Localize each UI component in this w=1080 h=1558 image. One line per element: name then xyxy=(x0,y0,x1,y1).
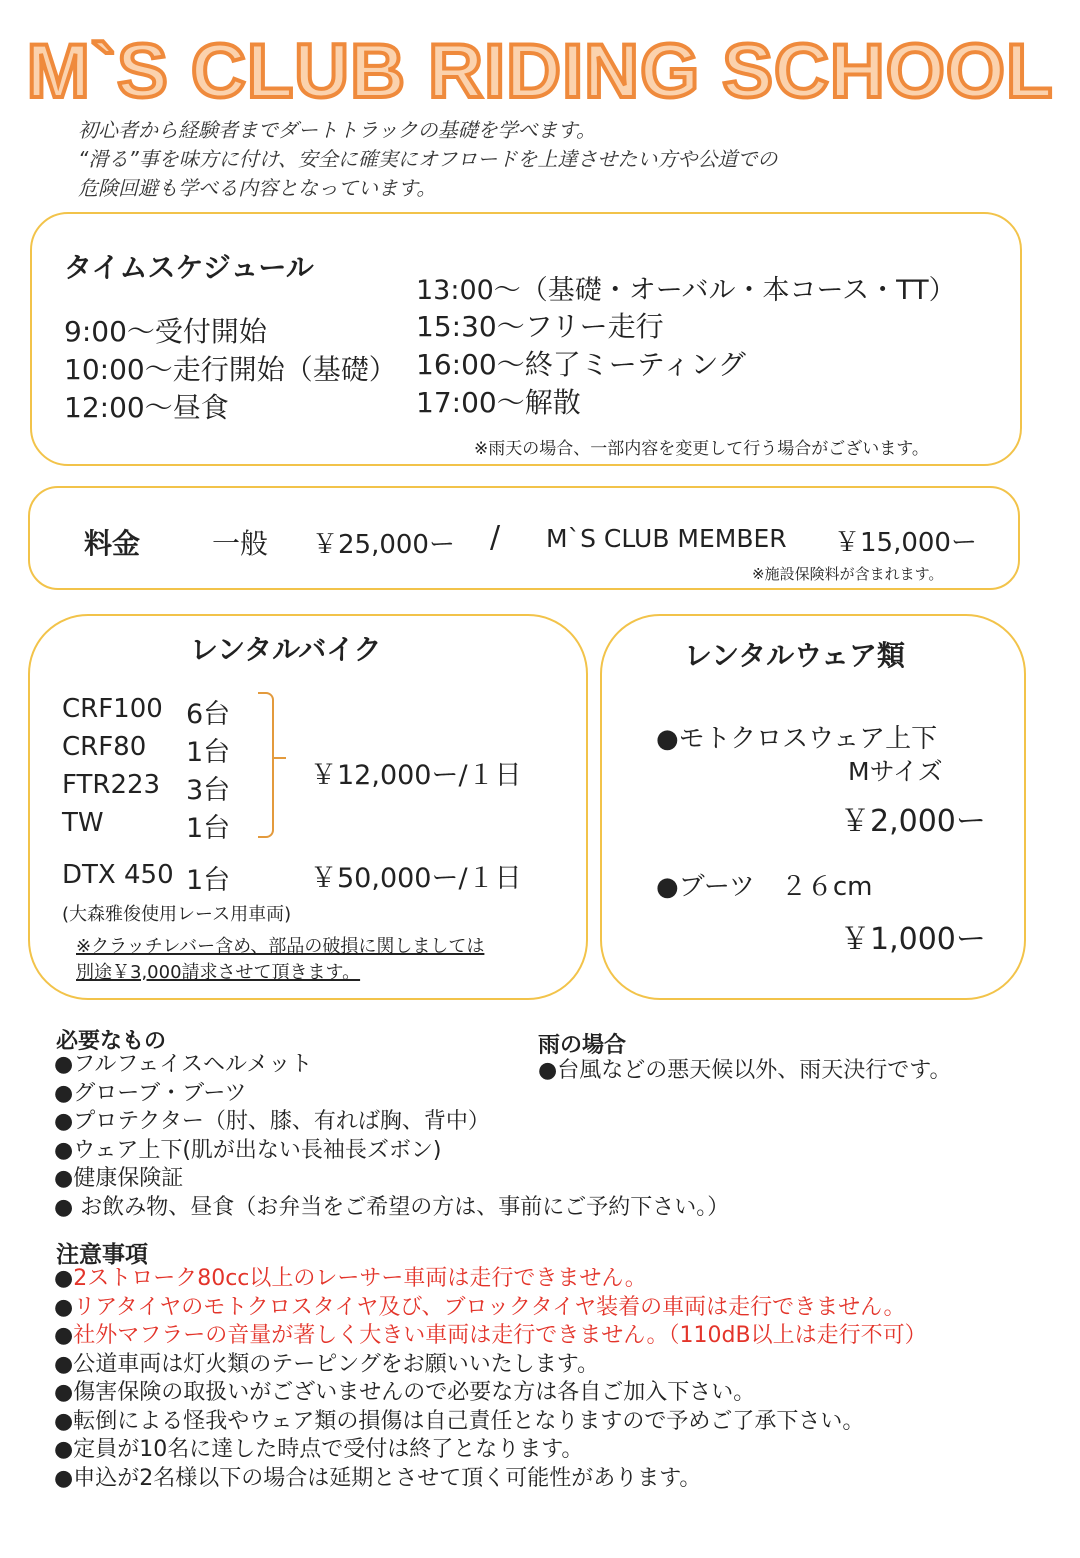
rental-bike-heading: レンタルバイク xyxy=(190,633,382,666)
notes-heading: 注意事項 xyxy=(56,1242,148,1268)
wear-size: Mサイズ xyxy=(848,757,943,786)
schedule-item: 13:00～（基礎・オーバル・本コース・TT） xyxy=(416,275,956,306)
list-item: ●公道車両は灯火類のテーピングをお願いいたします。 xyxy=(54,1351,599,1377)
list-item: ●転倒による怪我やウェア類の損傷は自己責任となりますので予めご了承下さい。 xyxy=(54,1408,865,1434)
schedule-note: ※雨天の場合、一部内容を変更して行う場合がございます。 xyxy=(474,439,929,459)
group-bracket xyxy=(258,692,274,838)
bike-special-count: 1台 xyxy=(186,865,231,896)
warning-text: リアタイヤのモトクロスタイヤ及び、ブロックタイヤ装着の車両は走行できません。 xyxy=(73,1294,906,1320)
bike-count: 6台 xyxy=(186,699,231,730)
wear-price: ￥2,000ー xyxy=(840,804,986,839)
bullet: ● xyxy=(54,1323,74,1348)
list-item xyxy=(54,1265,927,1294)
schedule-item: 12:00～昼食 xyxy=(64,391,229,424)
bullet: ● xyxy=(54,1266,74,1291)
list-item: ●健康保険証 xyxy=(54,1166,184,1191)
list-item: ●申込が2名様以下の場合は延期とさせて頂く可能性があります。 xyxy=(54,1465,702,1491)
list-item: ●フルフェイスヘルメット xyxy=(54,1052,313,1077)
bike-model: TW xyxy=(62,808,104,838)
list-item: ●定員が10名に達した時点で受付は終了となります。 xyxy=(54,1437,584,1462)
wear-item: ●モトクロスウェア上下 xyxy=(656,724,938,754)
bike-count: 3台 xyxy=(186,775,231,806)
intro-line: 危険回避も学べる内容となっています。 xyxy=(78,176,437,200)
bike-special-note: (大森雅俊使用レース用車両) xyxy=(62,904,292,925)
bike-special-model: DTX 450 xyxy=(62,860,174,890)
damage-note: ※クラッチレバー含め、部品の破損に関しましては xyxy=(76,936,485,957)
rental-wear-heading: レンタルウェア類 xyxy=(684,639,906,672)
bike-model: FTR223 xyxy=(62,770,161,800)
rain-heading: 雨の場合 xyxy=(538,1033,627,1058)
fee-separator: / xyxy=(490,520,501,555)
fee-note: ※施設保険料が含まれます。 xyxy=(752,565,944,583)
list-item: ●ウェア上下(肌が出ない長袖長ズボン) xyxy=(54,1137,442,1163)
bike-count: 1台 xyxy=(186,813,231,844)
bike-model: CRF80 xyxy=(62,732,147,762)
warning-text: 2ストローク80cc以上のレーサー車両は走行できません。 xyxy=(73,1266,647,1291)
wear-price: ￥1,000ー xyxy=(840,922,986,957)
list-item: ●グローブ・ブーツ xyxy=(54,1080,247,1106)
fee-general-price: ￥25,000ー xyxy=(312,530,455,560)
bike-count: 1台 xyxy=(186,737,231,768)
intro-text xyxy=(78,116,777,203)
schedule-item: 15:30～フリー走行 xyxy=(416,310,664,343)
list-item: ● お飲み物、昼食（お弁当をご希望の方は、事前にご予約下さい。） xyxy=(54,1194,730,1220)
bike-group-price: ￥12,000ー/１日 xyxy=(310,760,522,791)
notes-list xyxy=(54,1265,927,1493)
intro-line: 初心者から経験者までダートトラックの基礎を学べます。 xyxy=(78,118,596,142)
bullet: ● xyxy=(54,1294,74,1320)
list-item xyxy=(54,1294,927,1323)
rain-text: ●台風などの悪天候以外、雨天決行です。 xyxy=(538,1058,952,1083)
bike-special-price: ￥50,000ー/１日 xyxy=(310,863,522,894)
schedule-item: 9:00～受付開始 xyxy=(64,315,267,348)
list-item: ●傷害保険の取扱いがございませんので必要な方は各自ご加入下さい。 xyxy=(54,1380,756,1405)
wear-item: ●ブーツ ２６cm xyxy=(656,872,873,902)
fee-member-price: ￥15,000ー xyxy=(834,528,977,558)
fee-member-label: M`S CLUB MEMBER xyxy=(546,524,787,553)
fee-general-label: 一般 xyxy=(212,527,269,560)
required-heading: 必要なもの xyxy=(56,1029,167,1054)
schedule-item: 16:00～終了ミーティング xyxy=(416,348,746,381)
fee-label: 料金 xyxy=(84,527,141,560)
list-item: ●プロテクター（肘、膝、有れば胸、背中） xyxy=(54,1109,490,1134)
warning-text: 社外マフラーの音量が著しく大きい車両は走行できません。（110dB以上は走行不可） xyxy=(73,1323,927,1348)
damage-note: 別途￥3,000請求させて頂きます。 xyxy=(76,962,361,983)
intro-line: “滑る”事を味方に付け、安全に確実にオフロードを上達させたい方や公道での xyxy=(78,147,778,171)
schedule-item: 10:00～走行開始（基礎） xyxy=(64,353,397,386)
schedule-item: 17:00～解散 xyxy=(416,386,581,419)
page-title: M`S CLUB RIDING SCHOOL xyxy=(26,29,1054,114)
bike-model: CRF100 xyxy=(62,694,163,724)
group-bracket-tip xyxy=(272,757,286,759)
list-item xyxy=(54,1322,927,1351)
schedule-heading: タイムスケジュール xyxy=(64,251,314,284)
